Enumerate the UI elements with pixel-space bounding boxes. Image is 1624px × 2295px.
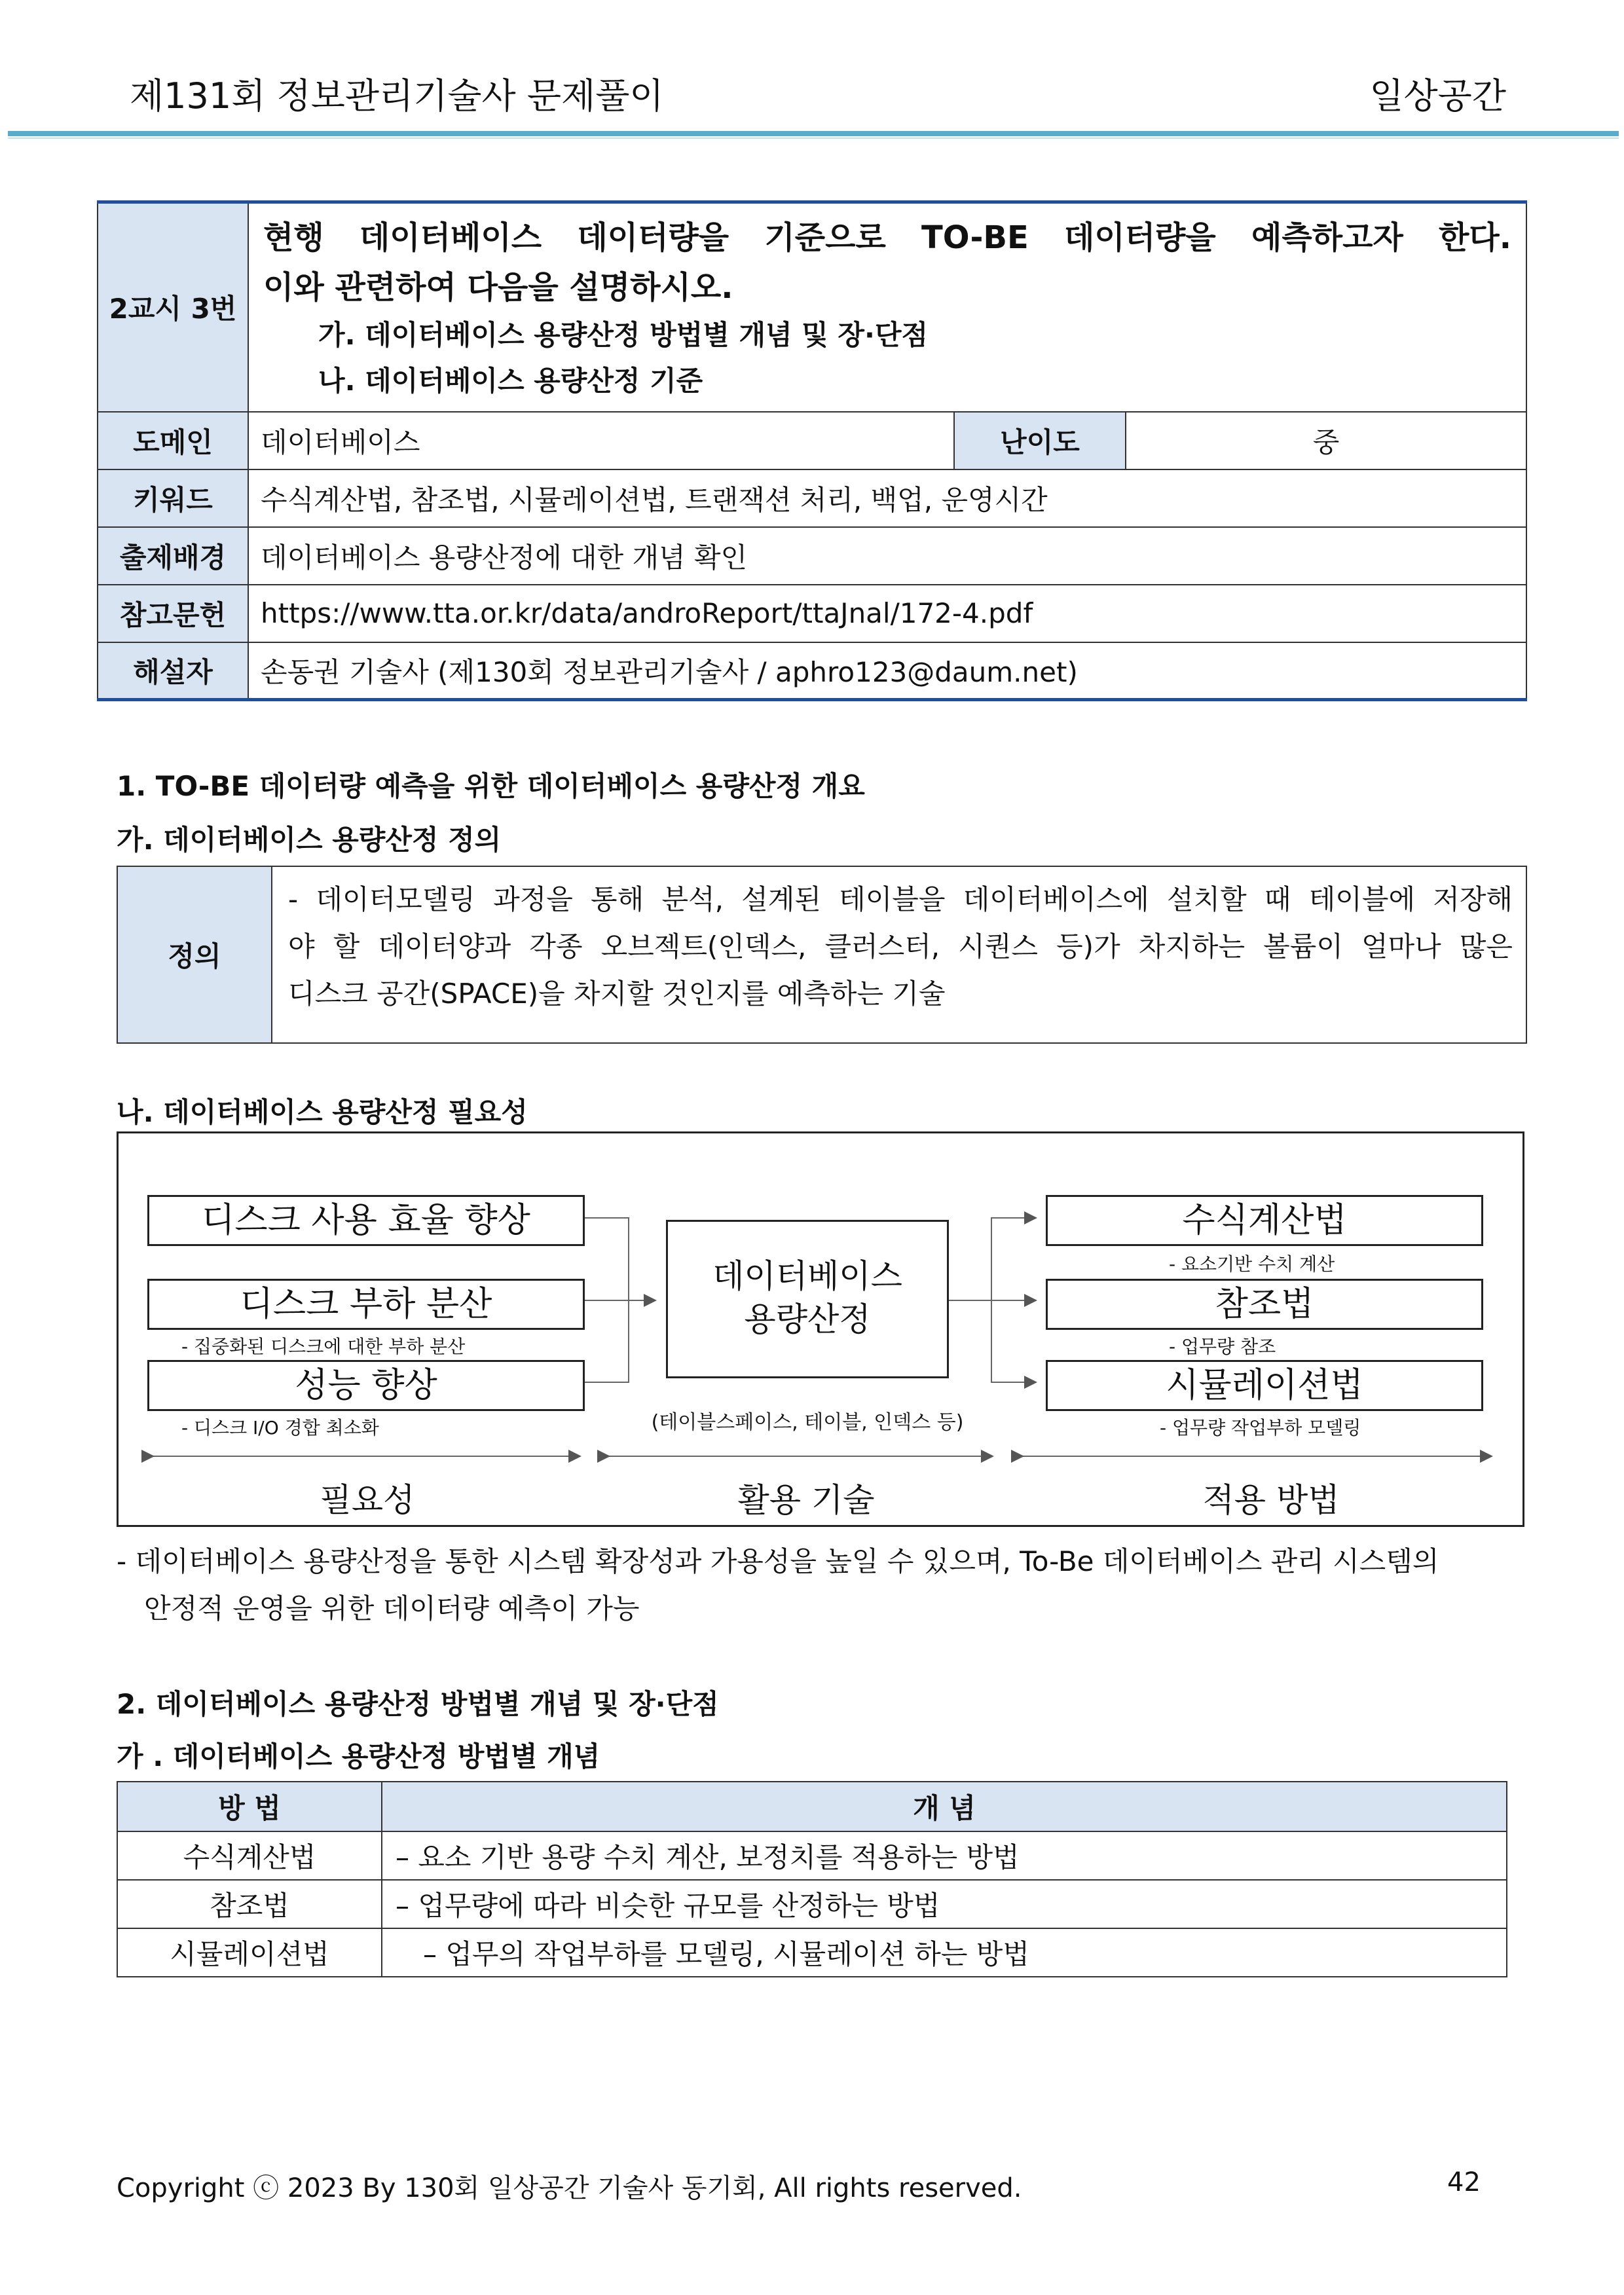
col-method-header: 방 법: [117, 1782, 382, 1831]
method-3-note: - 업무량 작업부하 모델링: [1160, 1417, 1361, 1439]
row-concept: – 업무의 작업부하를 모델링, 시뮬레이션 하는 방법: [382, 1928, 1507, 1977]
definition-label: 정의: [117, 866, 272, 1043]
row-method: 수식계산법: [117, 1831, 382, 1880]
label-necessity: 필요성: [320, 1481, 415, 1519]
need-2-note: - 집중화된 디스크에 대한 부하 분산: [181, 1336, 466, 1357]
need-box-1: 디스크 사용 효율 향상: [147, 1195, 585, 1246]
difficulty-value: 중: [1126, 412, 1526, 469]
page-header-brand: 일상공간: [1369, 75, 1506, 117]
method-box-2: 참조법: [1046, 1279, 1483, 1330]
section-2a-title: 가 . 데이터베이스 용량산정 방법별 개념: [117, 1740, 600, 1772]
question-text: [248, 202, 1526, 412]
page-number: 42: [1447, 2167, 1481, 2197]
keyword-label: 키워드: [98, 469, 248, 527]
domain-label: 도메인: [98, 412, 248, 469]
definition-line-1: - 데이터모델링 과정을 통해 분석, 설계된 테이블을 데이터베이스에 설치할 때 테이블에 저장해: [288, 883, 1513, 915]
keyword-value: 수식계산법, 참조법, 시뮬레이션법, 트랜잭션 처리, 백업, 운영시간: [248, 469, 1526, 527]
header-divider-shadow: [8, 138, 1619, 139]
question-sub-b: 나. 데이터베이스 용량산정 기준: [318, 365, 703, 397]
page-header-title: 제131회 정보관리기술사 문제풀이: [130, 75, 664, 117]
need-box-3: 성능 향상: [147, 1360, 585, 1411]
reference-link[interactable]: https://www.tta.or.kr/data/androReport/ttaJnal/172-4.pdf: [248, 585, 1526, 642]
author-value: 손동권 기술사 (제130회 정보관리기술사 / aphro123@daum.net): [248, 642, 1526, 700]
question-info-table: [97, 200, 1527, 701]
link-need1: [583, 1218, 629, 1300]
necessity-diagram: [117, 1131, 1524, 1527]
section-1a-title: 가. 데이터베이스 용량산정 정의: [117, 824, 502, 856]
footer-copyright: Copyright ⓒ 2023 By 130회 일상공간 기술사 동기회, All rights reserved.: [117, 2173, 1022, 2203]
link-method1: [991, 1218, 1036, 1300]
link-need3: [583, 1300, 629, 1382]
summary-line-2: 안정적 운영을 위한 데이터량 예측이 가능: [144, 1592, 640, 1625]
center-line-2: 용량산정: [744, 1300, 871, 1338]
question-sub-a: 가. 데이터베이스 용량산정 방법별 개념 및 장·단점: [318, 319, 929, 352]
table-row: [117, 1831, 1507, 1880]
header-divider: [8, 131, 1619, 136]
summary-line-1: - 데이터베이스 용량산정을 통한 시스템 확장성과 가용성을 높일 수 있으며, To-Be 데이터베이스 관리 시스템의: [117, 1545, 1439, 1577]
definition-text: [272, 866, 1526, 1043]
link-method3: [991, 1300, 1036, 1382]
row-concept: – 업무량에 따라 비슷한 규모를 산정하는 방법: [382, 1880, 1507, 1928]
label-technology: 활용 기술: [737, 1481, 875, 1519]
section-1-title: 1. TO-BE 데이터량 예측을 위한 데이터베이스 용량산정 개요: [117, 770, 865, 802]
reference-label: 참고문헌: [98, 585, 248, 642]
domain-value: 데이터베이스: [248, 412, 954, 469]
row-method: 시뮬레이션법: [117, 1928, 382, 1977]
definition-line-2: 야 할 데이터양과 각종 오브젝트(인덱스, 클러스터, 시퀀스 등)가 차지하는 볼륨이 얼마나 많은: [288, 930, 1513, 963]
difficulty-label: 난이도: [954, 412, 1126, 469]
need-3-note: - 디스크 I/O 경합 최소화: [181, 1417, 379, 1439]
section-1b-title: 나. 데이터베이스 용량산정 필요성: [117, 1096, 528, 1128]
method-concept-table: [117, 1781, 1507, 1977]
row-concept: – 요소 기반 용량 수치 계산, 보정치를 적용하는 방법: [382, 1831, 1507, 1880]
definition-line-3: 디스크 공간(SPACE)을 차지할 것인지를 예측하는 기술: [288, 978, 946, 1010]
label-method: 적용 방법: [1202, 1481, 1340, 1519]
definition-table: [117, 866, 1527, 1044]
capacity-center-box: [666, 1220, 949, 1378]
question-line-2: 이와 관련하여 다음을 설명하시오.: [263, 269, 733, 306]
col-concept-header: 개 념: [382, 1782, 1507, 1831]
background-value: 데이터베이스 용량산정에 대한 개념 확인: [248, 527, 1526, 585]
method-2-note: - 업무량 참조: [1169, 1336, 1276, 1357]
row-method: 참조법: [117, 1880, 382, 1928]
session-label: 2교시 3번: [98, 202, 248, 412]
author-label: 해설자: [98, 642, 248, 700]
center-line-1: 데이터베이스: [712, 1257, 902, 1295]
need-box-2: 디스크 부하 분산: [147, 1279, 585, 1330]
background-label: 출제배경: [98, 527, 248, 585]
table-row: [117, 1928, 1507, 1977]
section-2-title: 2. 데이터베이스 용량산정 방법별 개념 및 장·단점: [117, 1688, 719, 1720]
question-line-1: 현행 데이터베이스 데이터량을 기준으로 TO-BE 데이터량을 예측하고자 한다.: [263, 219, 1511, 257]
method-box-1: 수식계산법: [1046, 1195, 1483, 1246]
method-1-note: - 요소기반 수치 계산: [1169, 1253, 1335, 1275]
table-row: [117, 1880, 1507, 1928]
center-note: (테이블스페이스, 테이블, 인덱스 등): [651, 1411, 964, 1434]
method-box-3: 시뮬레이션법: [1046, 1360, 1483, 1411]
